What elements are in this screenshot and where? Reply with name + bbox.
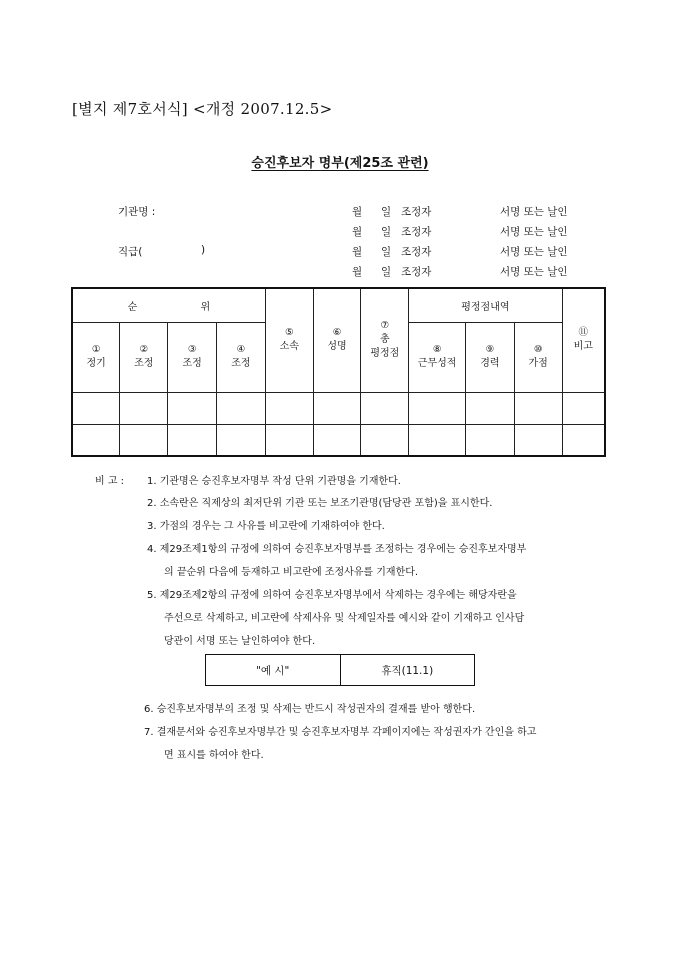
rank-header: 순 위 <box>72 288 265 322</box>
note-item: 2. 소속란은 직제상의 최저단위 기관 또는 보조기관명(담당관 포함)을 표시한다. <box>147 498 493 509</box>
note-item: 1. 기관명은 승진후보자명부 작성 단위 기관명을 기재한다. <box>147 476 401 487</box>
adjust-day: 일 <box>381 266 392 278</box>
adjust-month: 월 <box>352 206 363 218</box>
note-item: 당관이 서명 또는 날인하여야 한다. <box>164 636 316 647</box>
adjust-month: 월 <box>352 246 363 258</box>
note-item: 6. 승진후보자명부의 조정 및 삭제는 반드시 작성권자의 결재를 받아 행한다. <box>144 704 476 715</box>
adjust-sign: 서명 또는 날인 <box>500 226 568 238</box>
grade-label: 직급( <box>118 246 143 258</box>
col-adjust-header: ③ 조정 <box>168 322 217 392</box>
adjust-day: 일 <box>381 206 392 218</box>
note-item: 3. 가점의 경우는 그 사유를 비고란에 기재하여야 한다. <box>147 521 385 532</box>
adjust-day: 일 <box>381 246 392 258</box>
note-item: 의 끝순위 다음에 등재하고 비고란에 조정사유를 기재한다. <box>164 567 419 578</box>
col-regular-header: ① 정기 <box>72 322 120 392</box>
candidate-table <box>71 287 606 457</box>
grade-close: ) <box>201 244 206 256</box>
col-adjust-header: ② 조정 <box>120 322 168 392</box>
col-remarks-header: ⑪ 비고 <box>562 288 605 392</box>
adjust-adjuster: 조정자 <box>401 246 432 258</box>
example-label: "예 시" <box>206 655 341 685</box>
note-item: 면 표시를 하여야 한다. <box>164 750 264 761</box>
col-career-header: ⑨ 경력 <box>465 322 514 392</box>
note-item: 4. 제29조제1항의 규정에 의하여 승진후보자명부를 조정하는 경우에는 승진후보자명부 <box>147 544 527 555</box>
adjust-month: 월 <box>352 266 363 278</box>
col-bonus-header: ⑩ 가점 <box>514 322 562 392</box>
example-box <box>205 654 475 686</box>
col-affiliation-header: ⑤ 소속 <box>265 288 313 392</box>
org-label: 기관명 : <box>118 206 156 218</box>
adjust-adjuster: 조정자 <box>401 266 432 278</box>
table-row <box>72 424 605 456</box>
eval-header: 평정점내역 <box>409 288 562 322</box>
col-performance-header: ⑧ 근무성적 <box>409 322 466 392</box>
adjust-sign: 서명 또는 날인 <box>500 206 568 218</box>
adjust-adjuster: 조정자 <box>401 226 432 238</box>
table-row <box>72 392 605 424</box>
note-item: 주선으로 삭제하고, 비고란에 삭제사유 및 삭제일자를 예시와 같이 기재하고 인사담 <box>164 613 525 624</box>
notes-prefix: 비 고 : <box>95 476 125 487</box>
col-name-header: ⑥ 성명 <box>313 288 361 392</box>
adjust-sign: 서명 또는 날인 <box>500 266 568 278</box>
note-item: 5. 제29조제2항의 규정에 의하여 승진후보자명부에서 삭제하는 경우에는 해당자란을 <box>147 590 517 601</box>
example-value: 휴직(11.1) <box>381 664 434 677</box>
col-total-score-header: ⑦ 총 평정점 <box>361 288 409 392</box>
form-label: [별지 제7호서식] <개정 2007.12.5> <box>72 100 333 118</box>
adjust-day: 일 <box>381 226 392 238</box>
page-title: 승진후보자 명부(제25조 관련) <box>251 156 429 171</box>
note-item: 7. 결재문서와 승진후보자명부간 및 승진후보자명부 각페이지에는 작성권자가 간인을 하고 <box>144 727 537 738</box>
adjust-adjuster: 조정자 <box>401 206 432 218</box>
adjust-month: 월 <box>352 226 363 238</box>
col-adjust-header: ④ 조정 <box>217 322 266 392</box>
adjust-sign: 서명 또는 날인 <box>500 246 568 258</box>
